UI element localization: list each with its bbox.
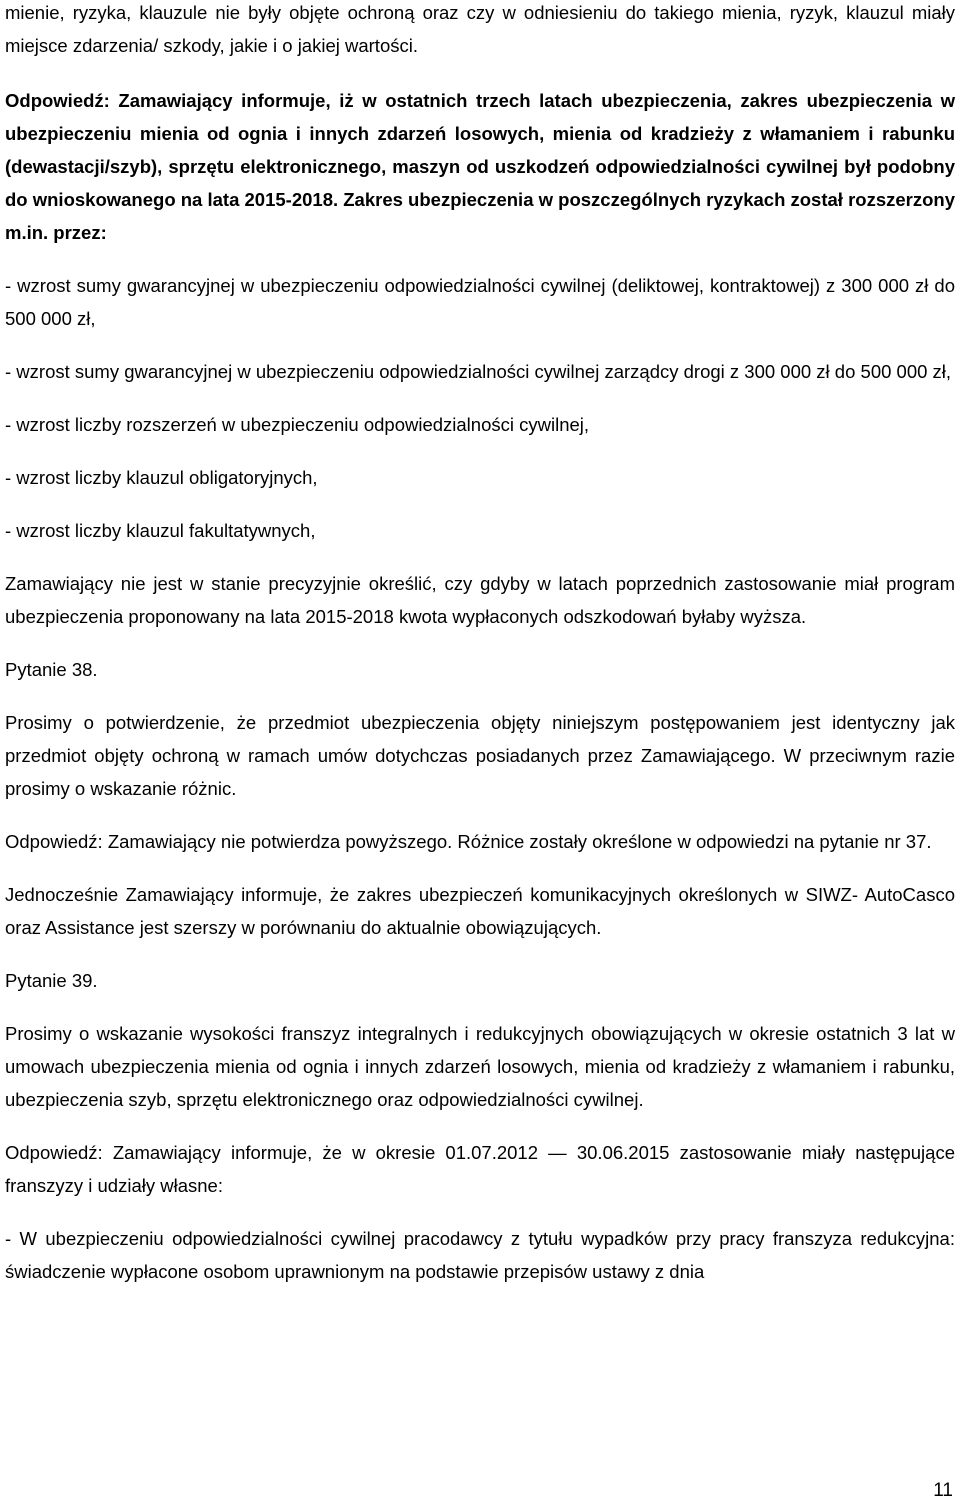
question-39-text: Prosimy o wskazanie wysokości franszyz integralnych i redukcyjnych obowiązujących w okresie ostatnich 3 lat w umowach ubezpieczenia mienia od ognia i innych zdarzeń losowych, mienia od kradzieży z włamaniem i rabunku, ubezpieczenia szyb, sprzętu elektronicznego oraz odpowiedzialności cywilnej. <box>5 1023 955 1110</box>
answer-37-item: - wzrost liczby rozszerzeń w ubezpieczeniu odpowiedzialności cywilnej, <box>5 414 590 435</box>
answer-39-item: - W ubezpieczeniu odpowiedzialności cywilnej pracodawcy z tytułu wypadków przy pracy franszyza redukcyjna: świadczenie wypłacone osobom uprawnionym na podstawie przepisów ustawy z dnia <box>5 1228 955 1282</box>
answer-37-item: - wzrost sumy gwarancyjnej w ubezpieczeniu odpowiedzialności cywilnej zarządcy drogi z 300 000 zł do 500 000 zł, <box>5 361 952 382</box>
document-page <box>5 0 955 1288</box>
answer-37-paragraph: Odpowiedź: Zamawiający informuje, iż w ostatnich trzech latach ubezpieczenia, zakres ubezpieczenia w ubezpieczeniu mienia od ognia i innych zdarzeń losowych, mienia od kradzieży z włamaniem i rabunku (dewastacji/szyb), sprzętu elektronicznego, maszyn od uszkodzeń odpowiedzialności cywilnej był podobny do wnioskowanego na lata 2015-2018. Zakres ubezpieczenia w poszczególnych ryzykach został rozszerzony m.in. przez: <box>5 90 955 243</box>
answer-38-extra: Jednocześnie Zamawiający informuje, że zakres ubezpieczeń komunikacyjnych określonych w SIWZ- AutoCasco oraz Assistance jest szerszy w porównaniu do aktualnie obowiązujących. <box>5 884 955 938</box>
answer-37-item: - wzrost liczby klauzul fakultatywnych, <box>5 520 316 541</box>
question-38-text: Prosimy o potwierdzenie, że przedmiot ubezpieczenia objęty niniejszym postępowaniem jest identyczny jak przedmiot objęty ochroną w ramach umów dotychczas posiadanych przez Zamawiającego. W przeciwnym razie prosimy o wskazanie różnic. <box>5 712 955 799</box>
page-number: 11 <box>933 1480 953 1501</box>
answer-37-item: - wzrost sumy gwarancyjnej w ubezpieczeniu odpowiedzialności cywilnej (deliktowej, kontraktowej) z 300 000 zł do 500 000 zł, <box>5 275 955 329</box>
question-39-heading: Pytanie 39. <box>5 970 98 991</box>
intro-paragraph: mienie, ryzyka, klauzule nie były objęte ochroną oraz czy w odniesieniu do takiego mienia, ryzyk, klauzul miały miejsce zdarzenia/ szkody, jakie i o jakiej wartości. <box>5 2 955 56</box>
answer-37-closing: Zamawiający nie jest w stanie precyzyjnie określić, czy gdyby w latach poprzednich zastosowanie miał program ubezpieczenia proponowany na lata 2015-2018 kwota wypłaconych odszkodowań byłaby wyższa. <box>5 573 955 627</box>
answer-37-item: - wzrost liczby klauzul obligatoryjnych, <box>5 467 318 488</box>
question-38-heading: Pytanie 38. <box>5 659 98 680</box>
answer-39-text: Odpowiedź: Zamawiający informuje, że w okresie 01.07.2012 — 30.06.2015 zastosowanie miały następujące franszyzy i udziały własne: <box>5 1142 955 1196</box>
answer-38-text: Odpowiedź: Zamawiający nie potwierdza powyższego. Różnice zostały określone w odpowiedzi na pytanie nr 37. <box>5 831 932 852</box>
